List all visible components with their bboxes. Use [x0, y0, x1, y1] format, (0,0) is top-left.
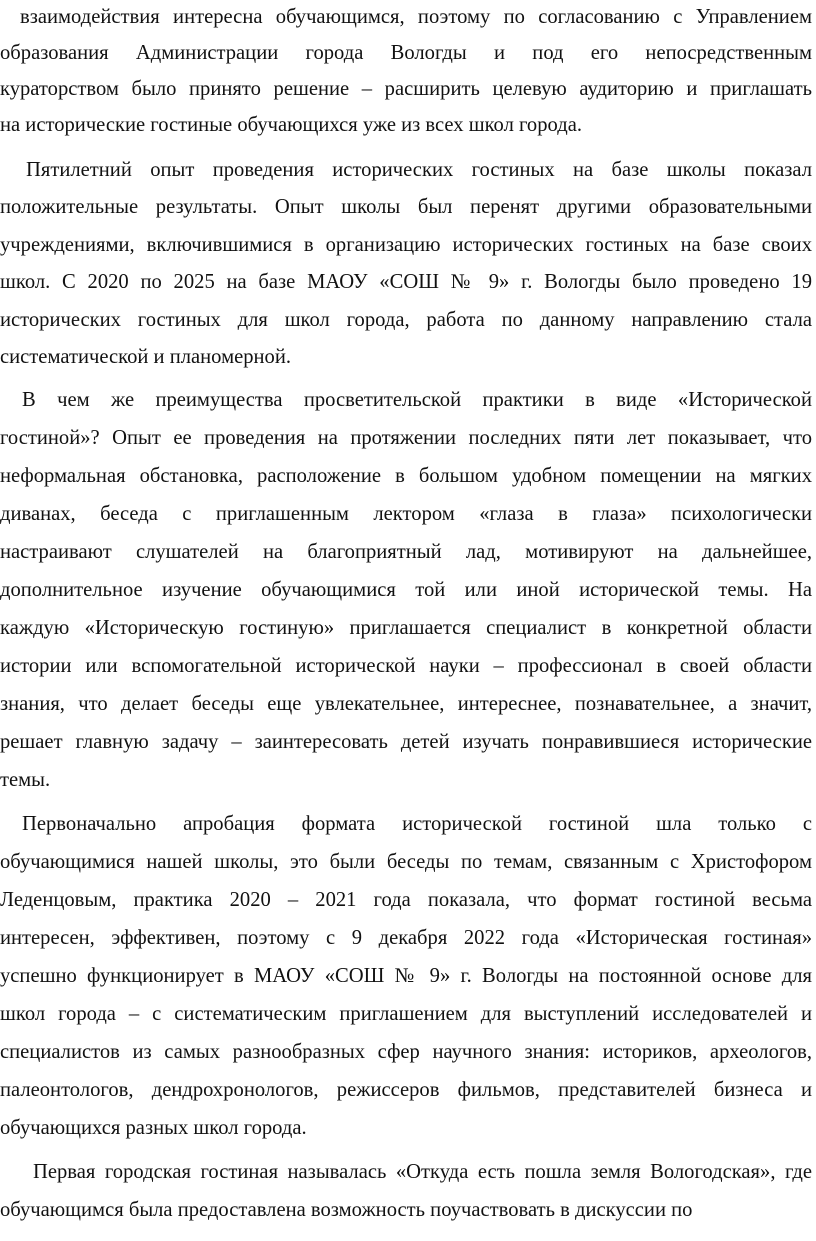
text-line: специалистов из самых разнообразных сфер научного знания: историков, археологов,: [0, 1041, 812, 1063]
text-line: учреждениями, включившимися в организацию исторических гостиных на базе своих: [0, 234, 812, 256]
text-line: школ. С 2020 по 2025 на базе МАОУ «СОШ № 9» г. Вологды было проведено 19: [0, 271, 812, 293]
text-line: темы.: [0, 769, 51, 791]
text-line: настраивают слушателей на благоприятный лад, мотивируют на дальнейшее,: [0, 541, 812, 563]
text-line: истории или вспомогательной исторической науки – профессионал в своей области: [0, 655, 812, 677]
text-line: В чем же преимущества просветительской практики в виде «Исторической: [22, 389, 812, 411]
text-line: успешно функционирует в МАОУ «СОШ № 9» г. Вологды на постоянной основе для: [0, 965, 812, 987]
text-line: на исторические гостиные обучающихся уже из всех школ города.: [0, 114, 582, 136]
text-line: Первоначально апробация формата исторической гостиной шла только с: [22, 813, 812, 835]
text-line: Леденцовым, практика 2020 – 2021 года показала, что формат гостиной весьма: [0, 889, 812, 911]
text-line: систематической и планомерной.: [0, 346, 292, 368]
text-line: обучающимся была предоставлена возможность поучаствовать в дискуссии по: [0, 1199, 693, 1221]
text-line: положительные результаты. Опыт школы был перенят другими образовательными: [0, 196, 812, 218]
text-line: дополнительное изучение обучающимися той или иной исторической темы. На: [0, 579, 812, 601]
text-line: взаимодействия интересна обучающимся, поэтому по согласованию с Управлением: [20, 6, 812, 28]
text-line: решает главную задачу – заинтересовать детей изучать понравившиеся исторические: [0, 731, 812, 753]
text-line: каждую «Историческую гостиную» приглашается специалист в конкретной области: [0, 617, 812, 639]
text-line: образования Администрации города Вологды и под его непосредственным: [0, 42, 812, 64]
text-line: школ города – с систематическим приглашением для выступлений исследователей и: [0, 1003, 812, 1025]
text-line: знания, что делает беседы еще увлекательнее, интереснее, познавательнее, а значит,: [0, 693, 812, 715]
text-line: неформальная обстановка, расположение в большом удобном помещении на мягких: [0, 465, 812, 487]
text-line: палеонтологов, дендрохронологов, режиссеров фильмов, представителей бизнеса и: [0, 1079, 812, 1101]
text-line: Первая городская гостиная называлась «Откуда есть пошла земля Вологодская», где: [33, 1161, 812, 1183]
text-line: обучающимися нашей школы, это были беседы по темам, связанным с Христофором: [0, 851, 812, 873]
text-line: диванах, беседа с приглашенным лектором «глаза в глаза» психологически: [0, 503, 812, 525]
text-line: обучающихся разных школ города.: [0, 1117, 307, 1139]
text-line: исторических гостиных для школ города, работа по данному направлению стала: [0, 309, 812, 331]
text-line: кураторством было принято решение – расширить целевую аудиторию и приглашать: [0, 78, 812, 100]
text-line: Пятилетний опыт проведения исторических гостиных на базе школы показал: [26, 159, 812, 181]
text-line: гостиной»? Опыт ее проведения на протяжении последних пяти лет показывает, что: [0, 427, 812, 449]
text-line: интересен, эффективен, поэтому с 9 декабря 2022 года «Историческая гостиная»: [0, 927, 812, 949]
